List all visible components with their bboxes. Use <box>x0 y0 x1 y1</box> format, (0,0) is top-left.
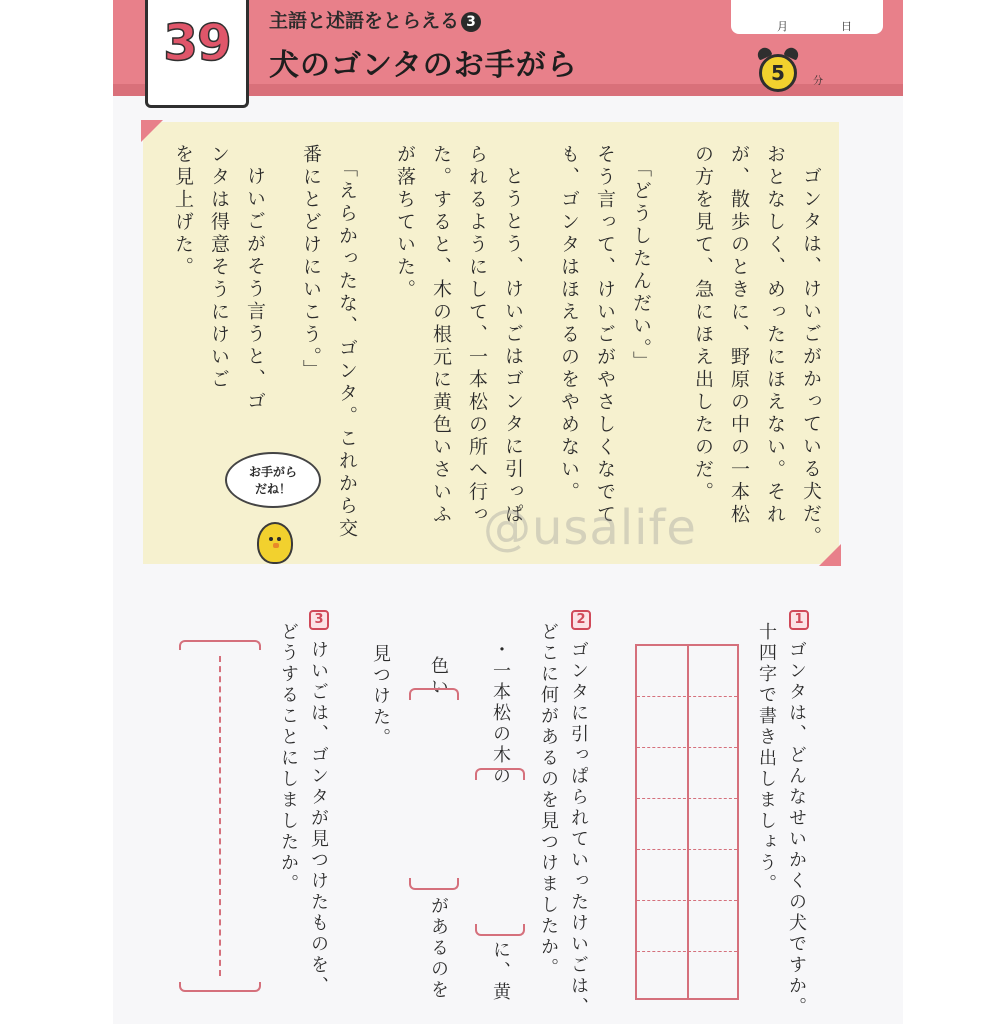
story-line: ンタは得意そうにけいご <box>208 144 230 392</box>
timer-unit: 分 <box>813 76 823 87</box>
answer-blank-open[interactable] <box>475 768 525 780</box>
story-panel <box>143 122 839 564</box>
speech-bubble-line: お手がら <box>248 465 297 479</box>
story-line: 「えらかったな、ゴンタ。これから交 <box>336 158 358 541</box>
story-line: そう言って、けいごがやさしくなでて <box>594 144 616 527</box>
story-line: けいごがそう言うと、ゴ <box>244 166 266 414</box>
grid-row-line <box>637 798 737 799</box>
story-line: を見上げた。 <box>172 144 194 279</box>
timer-minutes: 5 <box>759 54 797 92</box>
lesson-number: 39 <box>163 14 231 72</box>
grid-row-line <box>637 747 737 748</box>
speech-bubble-line: だね！ <box>254 482 291 496</box>
chick-mascot-icon <box>257 522 293 564</box>
speech-bubble <box>225 452 321 508</box>
date-month-label: 月 <box>777 20 788 33</box>
story-line: も、ゴンタはほえるのをやめない。 <box>558 144 580 504</box>
answer-blank-close[interactable] <box>409 878 459 890</box>
chick-eye <box>277 537 281 541</box>
story-line: 「どうしたんだい。」 <box>630 158 652 374</box>
corner-decoration-bottom-right <box>819 544 841 566</box>
grid-row-line <box>637 849 737 850</box>
grid-divider <box>687 646 689 998</box>
date-day-label: 日 <box>841 20 852 33</box>
grid-row-line <box>637 696 737 697</box>
workbook-page <box>113 0 903 1024</box>
question-3-badge: 3 <box>309 610 329 630</box>
question-2-fill-text: があるのを <box>428 896 449 1001</box>
question-2-text: ゴンタに引っぱられていったけいごは、 <box>568 640 589 1018</box>
story-line: が落ちていた。 <box>394 144 416 302</box>
question-2-fill-text: 見つけた。 <box>370 644 391 749</box>
story-line: ゴンタは、けいごがかっている犬だ。 <box>800 166 822 549</box>
answer-blank-open[interactable] <box>409 688 459 700</box>
grid-row-line <box>637 900 737 901</box>
question-1-text: ゴンタは、どんなせいかくの犬ですか。 <box>786 640 807 1018</box>
date-field[interactable] <box>731 0 883 34</box>
question-1-text: 十四字で書き出しましょう。 <box>756 622 777 895</box>
answer-line-q3[interactable] <box>179 640 261 992</box>
chick-beak <box>273 543 279 548</box>
answer-bracket-bottom <box>179 982 261 992</box>
story-line: おとなしく、めったにほえない。それ <box>764 144 786 527</box>
story-line: の方を見て、急にほえ出したのだ。 <box>692 144 714 504</box>
question-2-text: どこに何があるのを見つけましたか。 <box>538 622 559 979</box>
answer-grid-14[interactable] <box>635 644 739 1000</box>
lesson-number-tab <box>145 0 249 108</box>
story-line: とうとう、けいごはゴンタに引っぱ <box>502 166 524 526</box>
question-3-text: けいごは、ゴンタが見つけたものを、 <box>308 640 329 997</box>
answer-blank-close[interactable] <box>475 924 525 936</box>
corner-decoration-top-left <box>141 120 163 142</box>
watermark: @usalife <box>483 500 697 556</box>
story-line: た。すると、木の根元に黄色いさいふ <box>430 144 452 527</box>
lesson-subtitle <box>269 6 481 33</box>
page-title: 犬のゴンタのお手がら <box>269 48 578 83</box>
subtitle-number-badge: 3 <box>461 12 481 32</box>
question-2-fill-text: ・一本松の木の <box>490 640 511 787</box>
question-2-fill-text: に、黄 <box>490 940 511 1003</box>
subtitle-text: 主語と述語をとらえる <box>269 10 460 32</box>
answer-guide-line <box>219 656 221 976</box>
question-1-badge: 1 <box>789 610 809 630</box>
story-line: が、散歩のときに、野原の中の一本松 <box>728 144 750 527</box>
question-2-fill-text: 色い <box>428 656 449 698</box>
question-3-text: どうすることにしましたか。 <box>278 622 299 895</box>
story-line: 番にとどけにいこう。」 <box>300 144 322 382</box>
story-line: られるようにして、一本松の所へ行っ <box>466 144 488 527</box>
chick-eye <box>269 537 273 541</box>
alarm-clock-icon <box>753 46 803 94</box>
question-2-badge: 2 <box>571 610 591 630</box>
grid-row-line <box>637 951 737 952</box>
answer-bracket-top <box>179 640 261 650</box>
